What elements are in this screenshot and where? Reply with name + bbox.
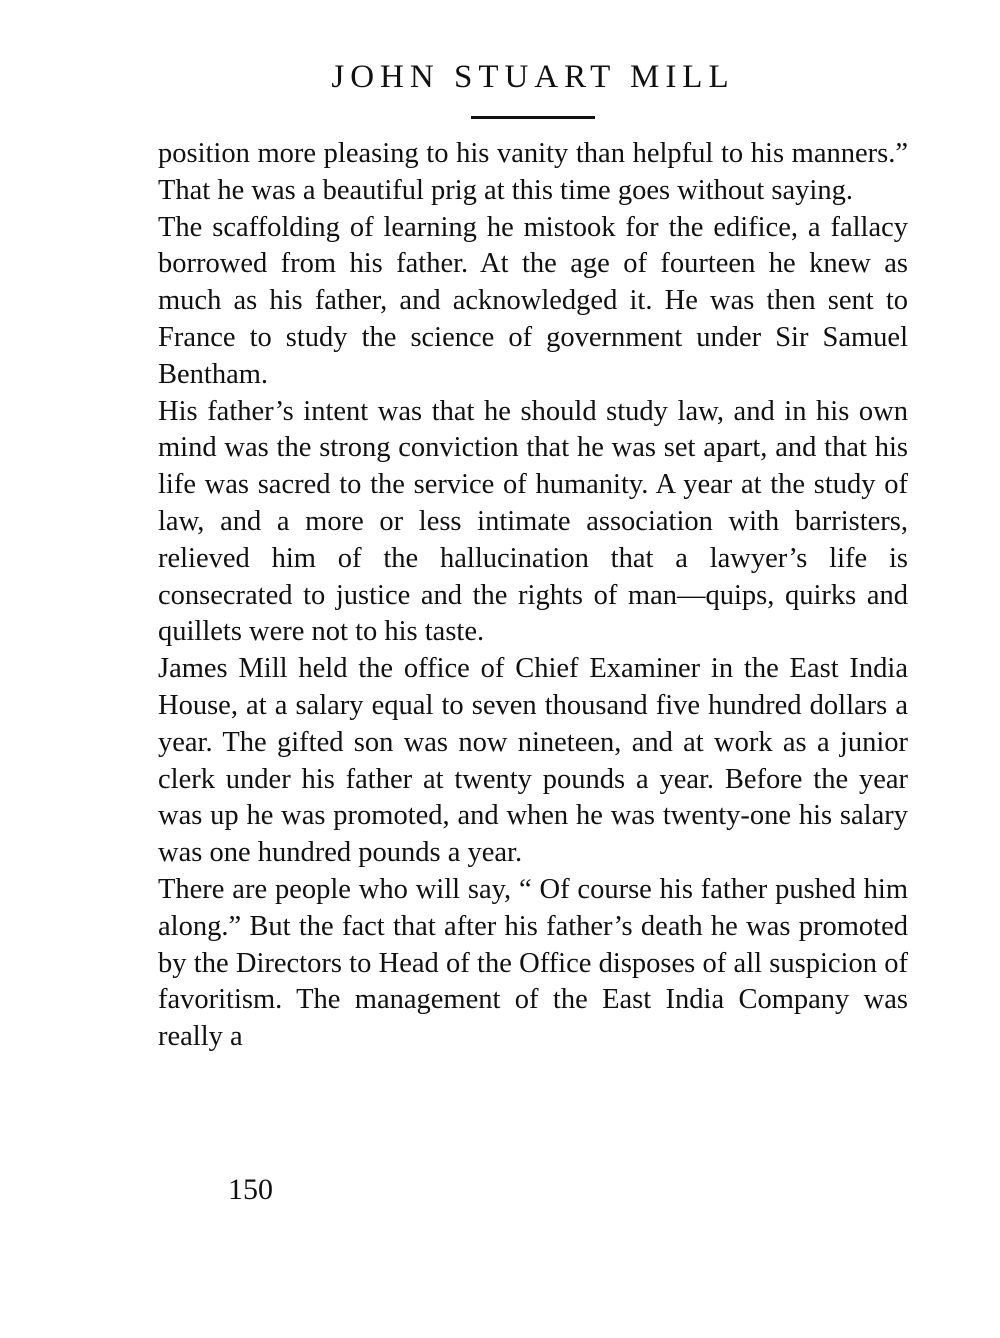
paragraph: His father’s intent was that he should study law, and in his own mind was the strong conviction that he was set apart, and that his life was sacred to the service of humanity. A year at the study of law, and a more or less intimate association with barristers, relieved him of the hallucination that a lawyer’s life is consecrated to justice and the rights of man—quips, quirks and quillets were not to his taste. — [158, 395, 908, 648]
header-rule — [471, 116, 595, 119]
body-text — [158, 136, 908, 1056]
page-number: 150 — [228, 1173, 273, 1206]
running-head: JOHN STUART MILL — [331, 59, 735, 95]
paragraph: James Mill held the office of Chief Examiner in the East India House, at a salary equal to seven thousand five hundred dollars a year. The gifted son was now nineteen, and at work as a junior clerk under his father at twenty pounds a year. Before the year was up he was promoted, and when he was twenty-one his salary was one hundred pounds a year. — [158, 653, 908, 869]
paragraph: position more pleasing to his vanity than helpful to his manners.” That he was a beautiful prig at this time goes without saying. — [158, 138, 908, 206]
paragraph: The scaffolding of learning he mistook for the edifice, a fallacy borrowed from his father. At the age of fourteen he knew as much as his father, and acknowledged it. He was then sent to France to study the science of government under Sir Samuel Bentham. — [158, 211, 908, 390]
paragraph: There are people who will say, “ Of course his father pushed him along.” But the fact that after his father’s death he was promoted by the Directors to Head of the Office disposes of all suspicion of favoritism. The management of the East India Company was really a — [158, 873, 908, 1053]
